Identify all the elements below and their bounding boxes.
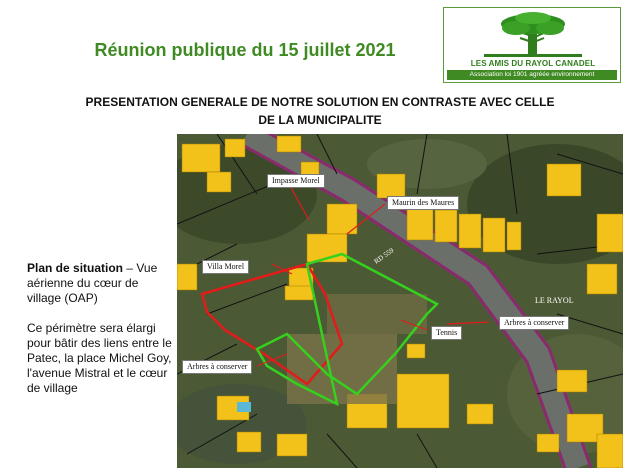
place-label-le-rayol: LE RAYOL [535, 296, 574, 305]
callout-arbres-left: Arbres à conserver [182, 360, 252, 374]
subtitle-line-1: PRESENTATION GENERALE DE NOTRE SOLUTION EN CONTRASTE AVEC CELLE [85, 95, 555, 109]
situation-heading-paragraph [27, 261, 175, 306]
callout-maurin-des-maures: Maurin des Maures [387, 196, 459, 210]
slide-subtitle [60, 93, 580, 129]
subtitle-line-2: DE LA MUNICIPALITE [258, 113, 382, 127]
situation-paragraph: Ce périmètre sera élargi pour bâtir des liens entre le Patec, la place Michel Goy, l'avenue Mistral et le cœur de village [27, 321, 172, 395]
slide-title: Réunion publique du 15 juillet 2021 [94, 40, 396, 60]
situation-heading: Plan de situation [27, 261, 124, 275]
situation-description [27, 261, 175, 411]
callout-impasse-morel: Impasse Morel [267, 174, 325, 188]
aerial-map [177, 134, 623, 468]
callout-tennis: Tennis [431, 326, 462, 340]
road-label-rd559: RD 559 [372, 246, 396, 266]
situation-heading-rest: – Vue aérienne du cœur de village (OAP) [27, 261, 158, 305]
callout-arbres-right: Arbres à conserver [499, 316, 569, 330]
logo-name: LES AMIS DU RAYOL CANADEL [470, 59, 596, 68]
callout-villa-morel: Villa Morel [202, 260, 249, 274]
logo-subline: Association loi 1901 agréée environnement [447, 70, 617, 80]
association-logo [443, 7, 621, 83]
